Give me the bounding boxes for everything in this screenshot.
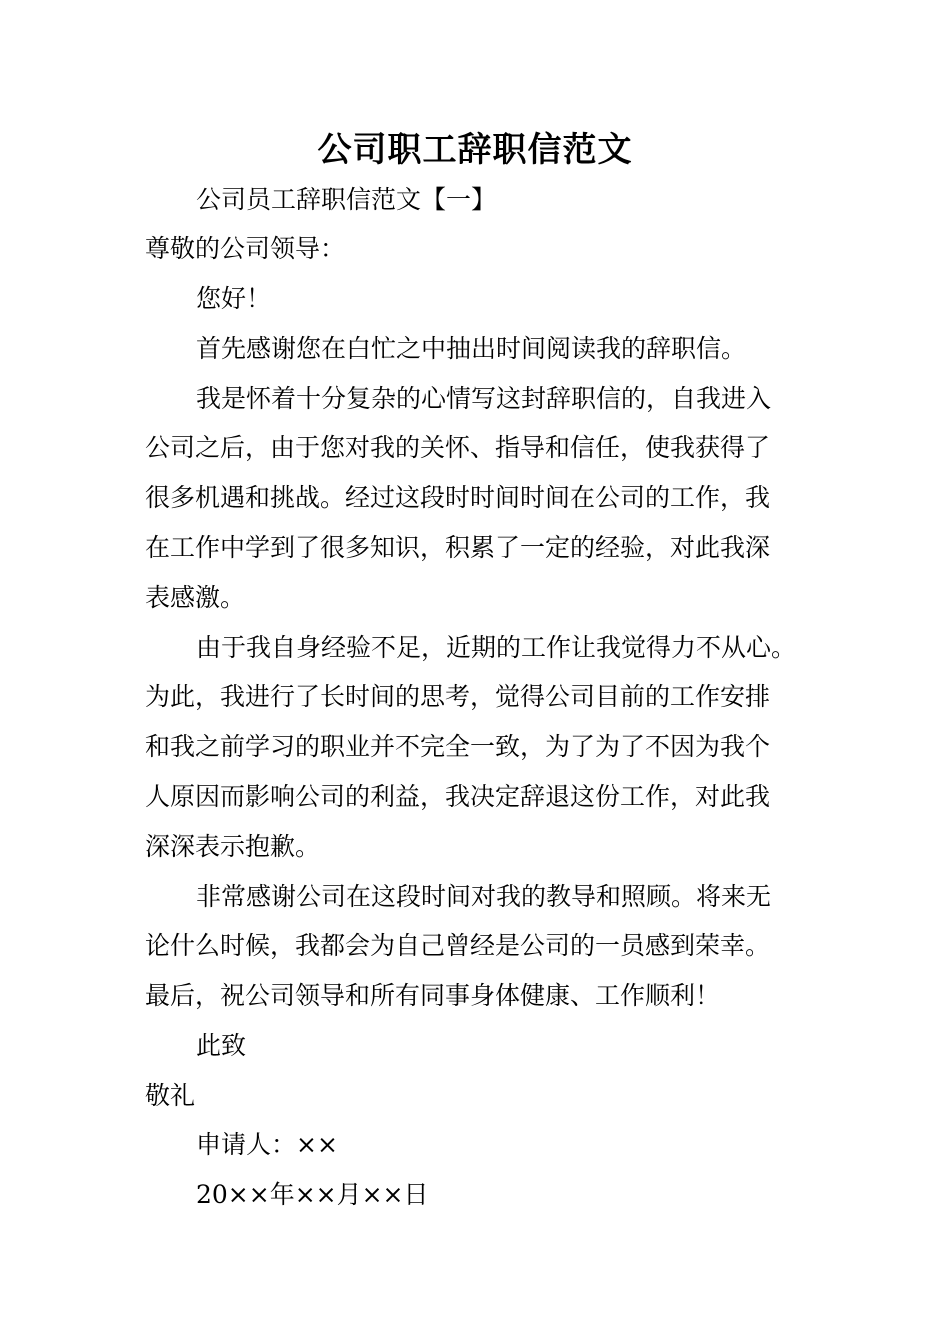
document-title: 公司职工辞职信范文	[317, 130, 633, 170]
body-line: 人原因而影响公司的利益，我决定辞退这份工作，对此我	[145, 782, 771, 811]
body-line: 最后，祝公司领导和所有同事身体健康、工作顺利！	[145, 981, 721, 1010]
greeting: 您好！	[196, 284, 272, 313]
body-line: 深深表示抱歉。	[145, 832, 321, 861]
body-line: 很多机遇和挑战。经过这段时时间时间在公司的工作，我	[145, 483, 771, 512]
document-subtitle: 公司员工辞职信范文【一】	[196, 185, 497, 214]
body-line: 首先感谢您在白忙之中抽出时间阅读我的辞职信。	[196, 334, 747, 363]
body-line: 在工作中学到了很多知识，积累了一定的经验，对此我深	[145, 533, 771, 562]
body-line: 表感激。	[145, 583, 246, 612]
closing-jing-li: 敬礼	[145, 1081, 196, 1110]
letter-date: 20××年××月××日	[196, 1180, 429, 1209]
closing-ci-zhi: 此致	[196, 1031, 247, 1060]
body-line: 为此，我进行了长时间的思考，觉得公司目前的工作安排	[145, 682, 771, 711]
body-line: 和我之前学习的职业并不完全一致，为了为了不因为我个	[145, 732, 771, 761]
body-line: 由于我自身经验不足，近期的工作让我觉得力不从心。	[196, 633, 797, 662]
body-line: 公司之后，由于您对我的关怀、指导和信任，使我获得了	[145, 433, 771, 462]
body-line: 非常感谢公司在这段时间对我的教导和照顾。将来无	[196, 882, 772, 911]
body-line: 论什么时候，我都会为自己曾经是公司的一员感到荣幸。	[145, 931, 771, 960]
body-line: 我是怀着十分复杂的心情写这封辞职信的，自我进入	[196, 384, 772, 413]
applicant-signature: 申请人：××	[196, 1130, 338, 1159]
salutation: 尊敬的公司领导：	[145, 234, 346, 263]
